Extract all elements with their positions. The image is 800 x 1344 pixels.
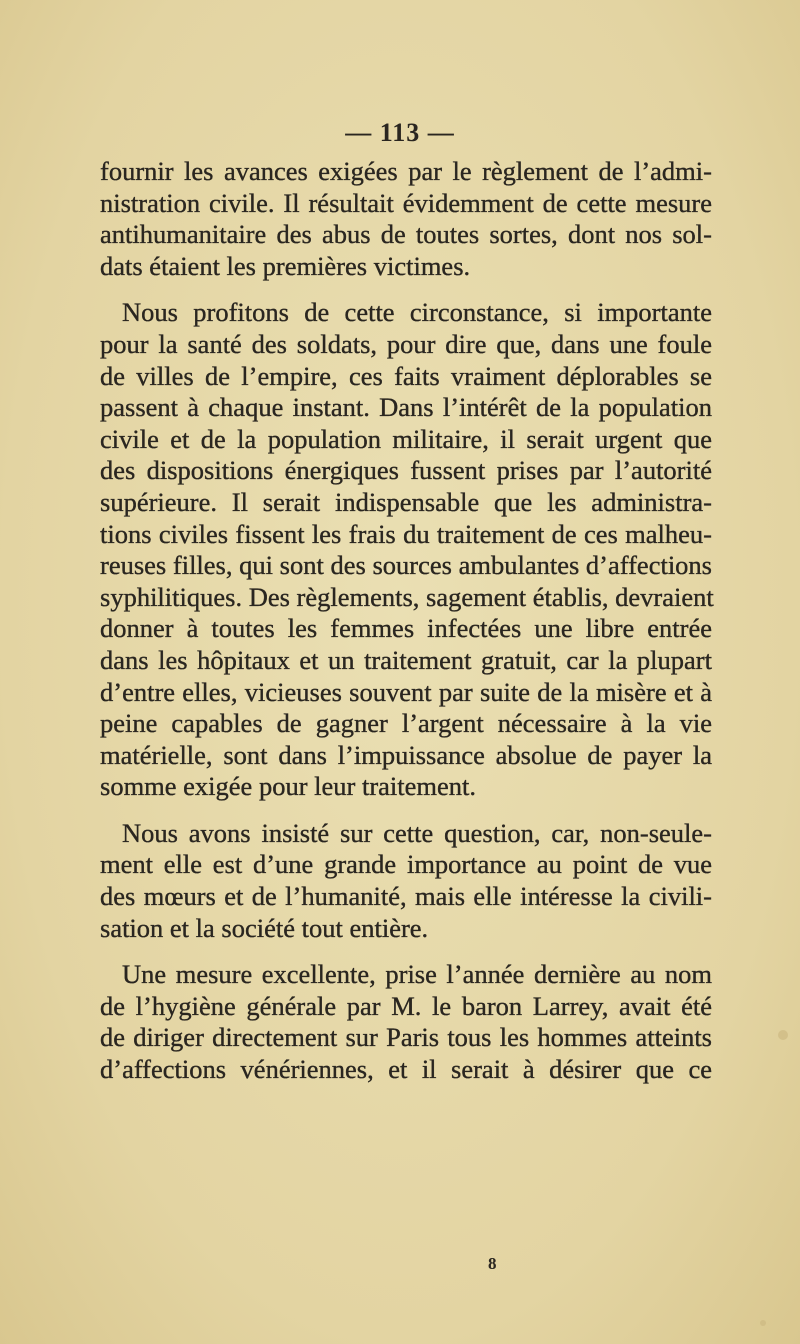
text-line: syphilitiques. Des règlements, sagement établis, devraient — [100, 581, 714, 612]
text-line: d’affections vénériennes, et il serait à désirer que ce — [100, 1054, 712, 1085]
text-line: Une mesure excellente, prise l’année dernière au nom — [122, 959, 712, 990]
text-line: antihumanitaire des abus de toutes sortes, dont nos sol- — [100, 219, 712, 250]
paper-speck — [760, 1320, 766, 1326]
paragraph-3 — [100, 818, 712, 944]
text-line: dans les hôpitaux et un traitement gratuit, car la plupart — [100, 644, 712, 675]
text-line: civile et de la population militaire, il serait urgent que — [100, 423, 712, 454]
text-line: sation et la société tout entière. — [100, 912, 429, 943]
paper-speck — [778, 1030, 788, 1040]
text-line: Nous profitons de cette circonstance, si importante — [122, 297, 712, 328]
text-line: nistration civile. Il résultait évidemment de cette mesure — [100, 187, 712, 218]
text-line: reuses filles, qui sont des sources ambulantes d’affections — [100, 550, 712, 581]
text-line: de l’hygiène générale par M. le baron Larrey, avait été — [100, 990, 712, 1021]
text-line: donner à toutes les femmes infectées une libre entrée — [100, 613, 712, 644]
text-line: d’entre elles, vicieuses souvent par suite de la misère et à — [100, 676, 712, 707]
text-line: tions civiles fissent les frais du traitement de ces malheu- — [100, 518, 712, 549]
text-line: supérieure. Il serait indispensable que les administra- — [100, 486, 712, 517]
page-number: — 113 — — [345, 118, 455, 147]
signature-mark: 8 — [488, 1254, 497, 1273]
text-line: passent à chaque instant. Dans l’intérêt de la population — [100, 392, 712, 423]
paragraph-1 — [100, 156, 712, 282]
text-line: matérielle, sont dans l’impuissance absolue de payer la — [100, 739, 712, 770]
text-line: de villes de l’empire, ces faits vraiment déplorables se — [100, 360, 712, 391]
text-line: de diriger directement sur Paris tous les hommes atteints — [100, 1022, 712, 1053]
text-line: fournir les avances exigées par le règlement de l’admi- — [100, 156, 712, 186]
text-line: ment elle est d’une grande importance au point de vue — [100, 849, 712, 880]
paragraph-2 — [100, 297, 712, 803]
text-line: somme exigée pour leur traitement. — [100, 771, 477, 802]
text-line: pour la santé des soldats, pour dire que, dans une foule — [100, 328, 712, 359]
text-line: dats étaient les premières victimes. — [100, 250, 471, 281]
text-line: Nous avons insisté sur cette question, car, non-seule- — [122, 817, 712, 848]
text-line: des mœurs et de l’humanité, mais elle intéresse la civili- — [100, 881, 712, 912]
paragraph-4 — [100, 959, 712, 1085]
body-text — [100, 156, 712, 1101]
text-line: peine capables de gagner l’argent nécessaire à la vie — [100, 708, 712, 739]
text-line: des dispositions énergiques fussent prises par l’autorité — [100, 455, 712, 486]
